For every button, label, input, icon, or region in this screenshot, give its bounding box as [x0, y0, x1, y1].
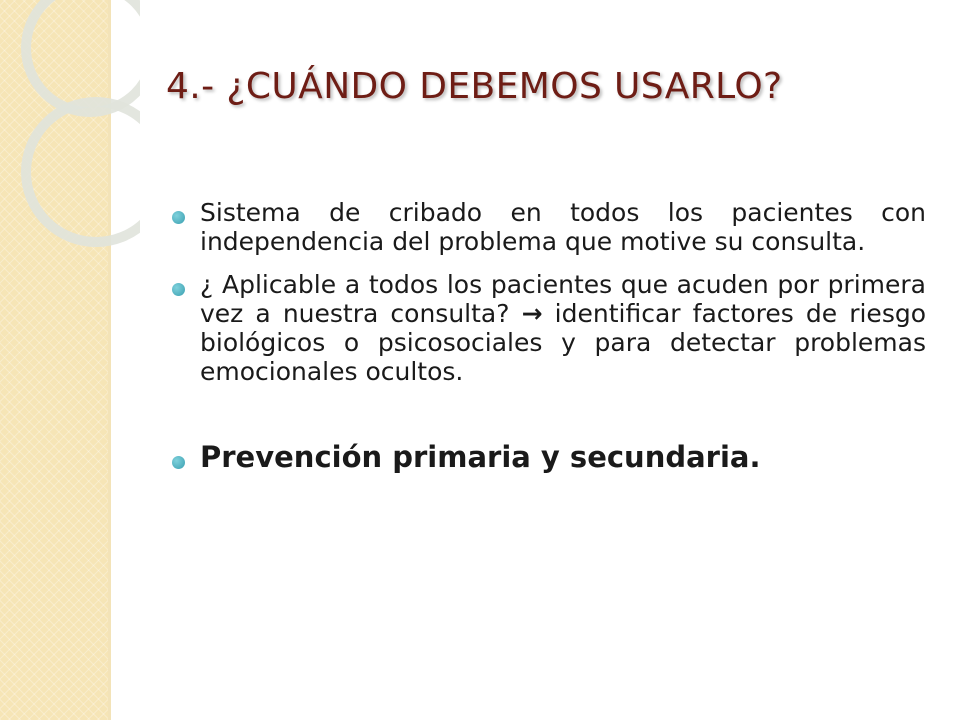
bullet-list [164, 198, 926, 488]
bullet-dot-icon [172, 211, 185, 224]
slide-title: 4.- ¿CUÁNDO DEBEMOS USARLO? [166, 66, 783, 107]
bullet-text: Sistema de cribado en todos los pacientes con independencia del problema que motive su consulta. [200, 198, 926, 256]
decorative-ring-upper [26, 0, 140, 112]
bullet-item-applicable [164, 270, 926, 386]
bullet-text [200, 270, 926, 386]
bullet-dot-icon [172, 283, 185, 296]
bullet-text-question: ¿ Aplicable a todos los pacientes que acuden por primera vez a nuestra consulta? [200, 270, 926, 328]
bullet-dot-icon [172, 456, 185, 469]
bullet-item-screening [164, 198, 926, 256]
decorative-ring-lower [26, 102, 140, 242]
bullet-text-continuation: identificar factores de riesgo biológicos o psicosociales y para detectar problemas emocionales ocultos. [200, 299, 927, 386]
arrow-right-icon: → [521, 299, 543, 328]
bullet-item-prevention [164, 440, 926, 474]
bullet-text-emphasis: Prevención primaria y secundaria. [200, 440, 761, 474]
decorative-rings [0, 0, 140, 300]
